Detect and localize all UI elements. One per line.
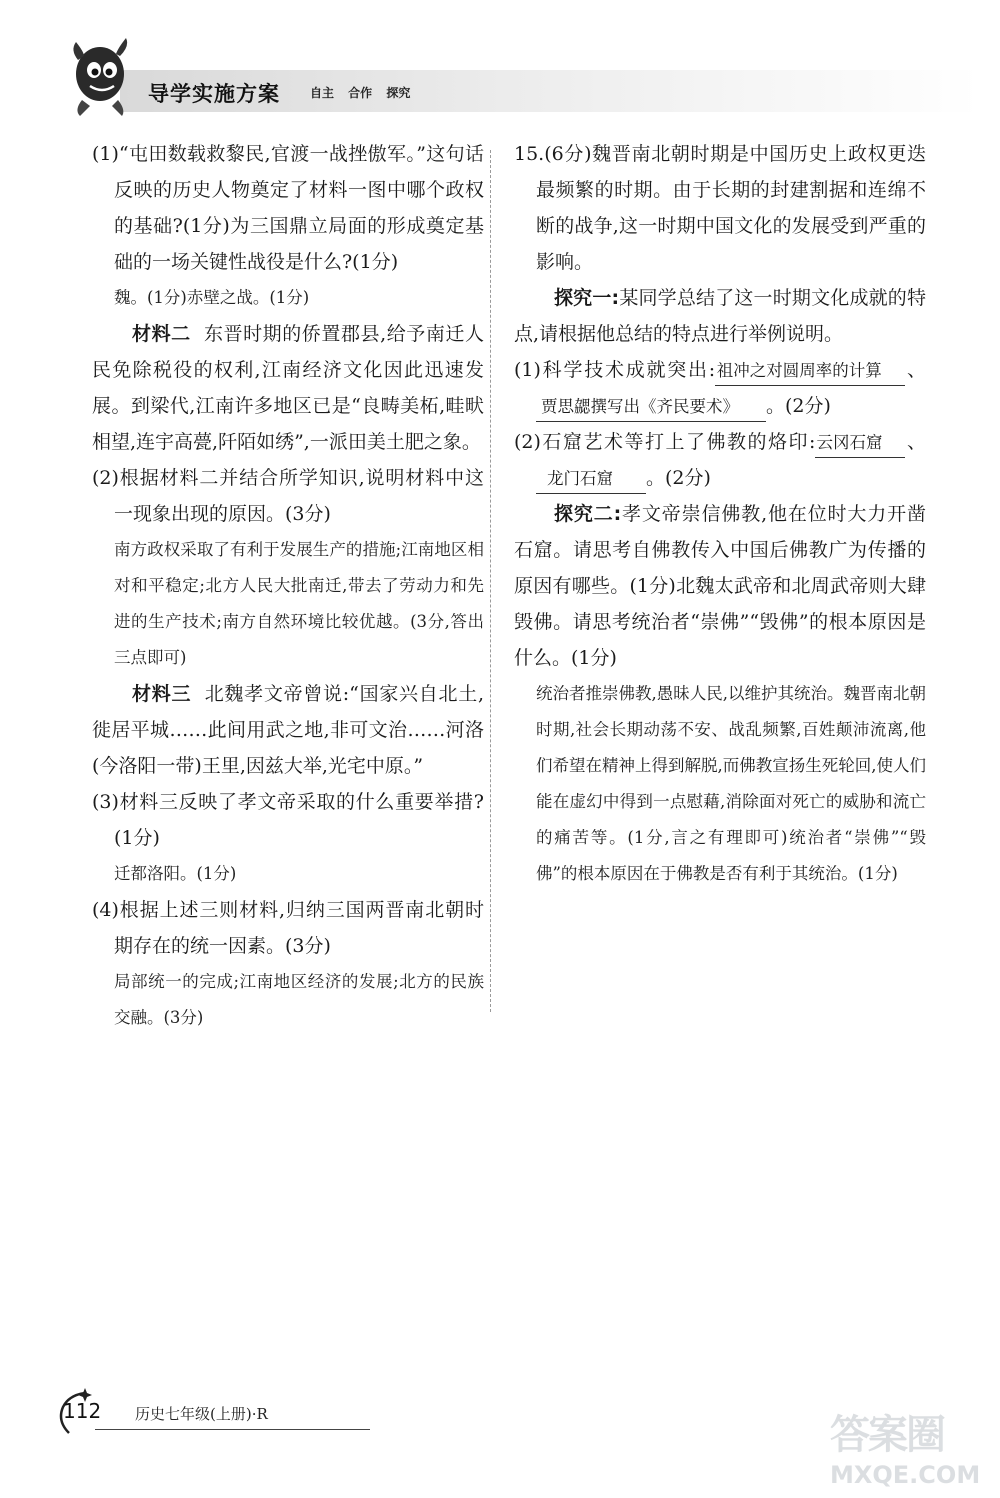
watermark-logo: [825, 1395, 995, 1495]
inquiry-1: [514, 280, 926, 352]
fill-blank-2: 贾思勰撰写出《齐民要术》: [536, 393, 766, 422]
subquestion-1-suffix: 。(2分): [766, 395, 831, 417]
material-3-label: 材料三: [132, 683, 192, 705]
question-1: (1)“屯田数载救黎民,官渡一战挫傲军。”这句话反映的历史人物奠定了材料一图中哪个政权的基础?(1分)为三国鼎立局面的形成奠定基础的一场关键性战役是什么?(1分): [92, 143, 484, 273]
subquestion-2-prefix: (2)石窟艺术等打上了佛教的烙印:: [514, 431, 816, 453]
material-3: [92, 676, 484, 784]
question-2: (2)根据材料二并结合所学知识,说明材料中这一现象出现的原因。(3分): [92, 467, 484, 525]
left-column: [92, 136, 484, 1036]
answer-2: 南方政权采取了有利于发展生产的措施;江南地区相对和平稳定;北方人民大批南迁,带去了劳动力和先进的生产技术;南方自然环境比较优越。(3分,答出三点即可): [114, 540, 484, 667]
book-title: 历史七年级(上册)·R: [135, 1405, 268, 1423]
answer-3: 迁都洛阳。(1分): [114, 864, 237, 883]
material-2-label: 材料二: [132, 323, 191, 345]
subquestion-2: [514, 424, 926, 496]
fill-blank-1: 祖冲之对圆周率的计算: [715, 357, 905, 386]
subquestion-1-sep: 、: [905, 359, 926, 381]
subquestion-1: [514, 352, 926, 424]
inquiry-2-label: 探究二:: [554, 503, 622, 525]
inquiry-1-label: 探究一:: [554, 287, 620, 309]
right-column: [514, 136, 926, 892]
mascot-logo-icon: [60, 30, 140, 120]
header-tagline: 自主 合作 探究: [310, 86, 411, 100]
subquestion-2-sep: 、: [905, 431, 926, 453]
page-header: [0, 0, 1000, 130]
fill-blank-3: 云冈石窟: [815, 429, 905, 458]
header-title: 导学实施方案: [148, 82, 280, 106]
page-footer: [55, 1385, 375, 1445]
material-2-text: 东晋时期的侨置郡县,给予南迁人民免除税役的权利,江南经济文化因此迅速发展。到梁代,江南许多地区已是“良畴美柘,畦畎相望,连宇高甍,阡陌如绣”,一派田美土肥之象。: [92, 323, 484, 453]
watermark-url: MXQE.COM: [830, 1461, 981, 1489]
page-number: 112: [63, 1399, 102, 1423]
question-15: 15.(6分)魏晋南北朝时期是中国历史上政权更迭最频繁的时期。由于长期的封建割据和连绵不断的战争,这一时期中国文化的发展受到严重的影响。: [514, 143, 926, 273]
answer-inquiry-2: 统治者推崇佛教,愚昧人民,以维护其统治。魏晋南北朝时期,社会长期动荡不安、战乱频繁,百姓颠沛流离,他们希望在精神上得到解脱,而佛教宣扬生死轮回,使人们能在虚幻中得到一点慰藉,消除面对死亡的威胁和流亡的痛苦等。(1分,言之有理即可)统治者“崇佛”“毁佛”的根本原因在于佛教是否有利于其统治。(1分): [536, 684, 926, 883]
fill-blank-4: 龙门石窟: [536, 465, 646, 494]
inquiry-2: [514, 496, 926, 676]
question-4: (4)根据上述三则材料,归纳三国两晋南北朝时期存在的统一因素。(3分): [92, 899, 484, 957]
material-2: [92, 316, 484, 460]
answer-1: 魏。(1分)赤壁之战。(1分): [114, 288, 310, 307]
subquestion-1-prefix: (1)科学技术成就突出:: [514, 359, 716, 381]
inquiry-1-text: 某同学总结了这一时期文化成就的特点,请根据他总结的特点进行举例说明。: [514, 287, 926, 345]
material-3-text: 北魏孝文帝曾说:“国家兴自北土,徙居平城……此间用武之地,非可文治……河洛(今洛阳一带)王里,因兹大举,光宅中原。”: [92, 683, 484, 777]
answer-4: 局部统一的完成;江南地区经济的发展;北方的民族交融。(3分): [114, 972, 484, 1027]
footer-rule: [95, 1429, 370, 1430]
question-3: (3)材料三反映了孝文帝采取的什么重要举措?(1分): [92, 791, 484, 849]
watermark-glyphs: 答案圈: [830, 1412, 944, 1458]
inquiry-2-text: 孝文帝崇信佛教,他在位时大力开凿石窟。请思考自佛教传入中国后佛教广为传播的原因有哪些。(1分)北魏太武帝和北周武帝则大肆毁佛。请思考统治者“崇佛”“毁佛”的根本原因是什么。(1分): [514, 503, 926, 669]
subquestion-2-suffix: 。(2分): [646, 467, 711, 489]
column-divider: [490, 150, 491, 1012]
